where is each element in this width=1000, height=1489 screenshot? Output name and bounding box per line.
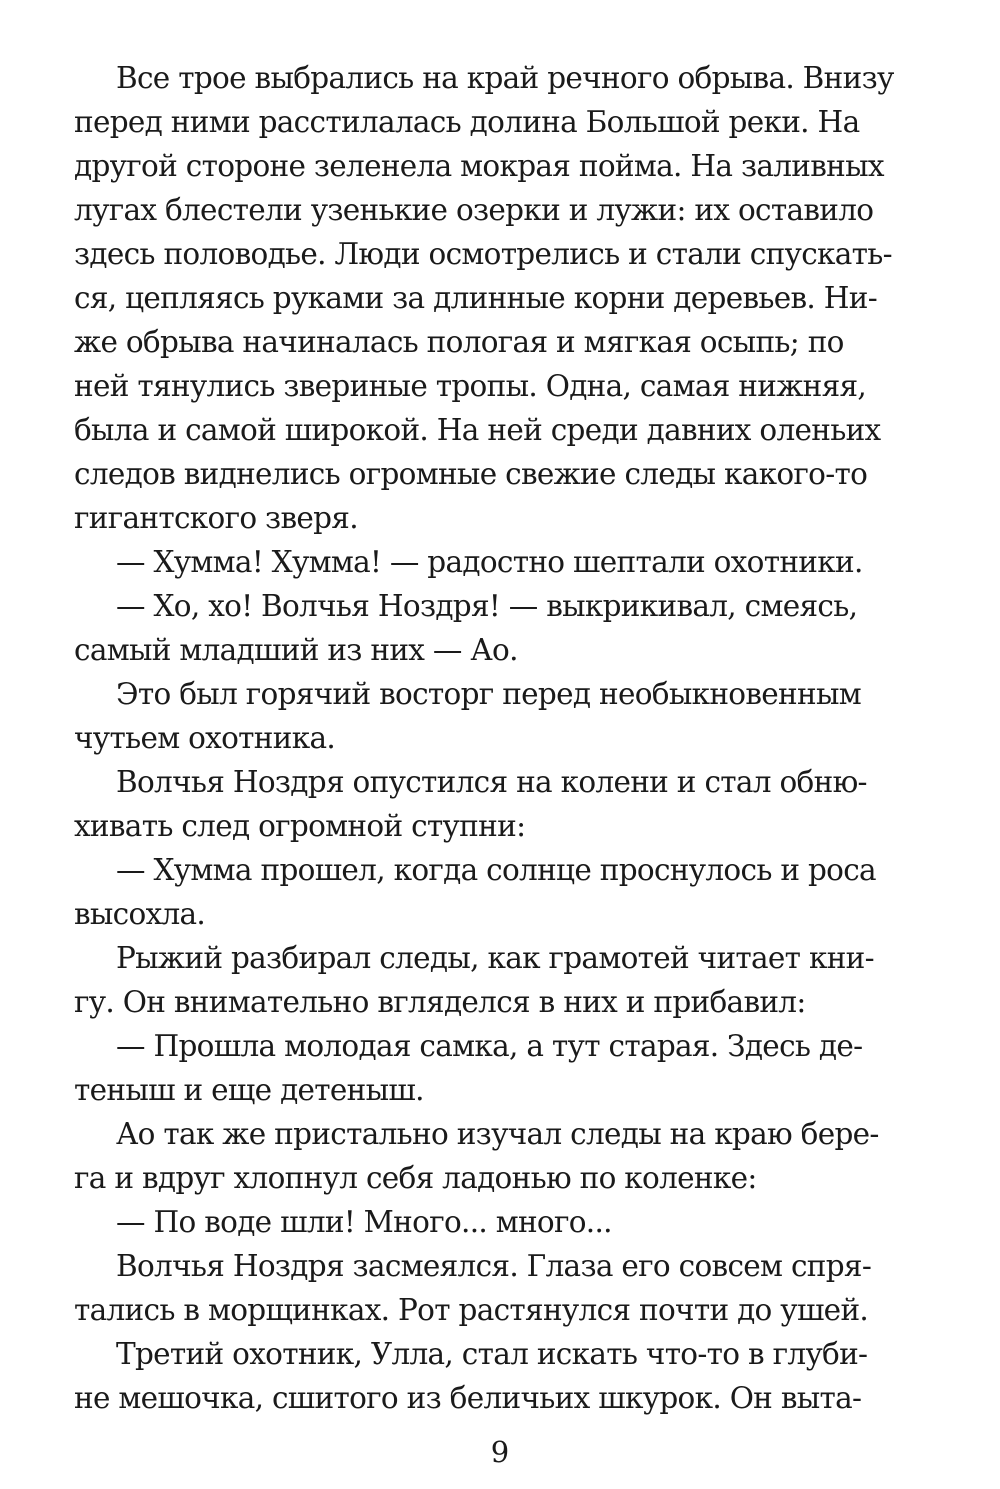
text-line: хивать след огромной ступни: [74,809,526,843]
text-line: Волчья Ноздря засмеялся. Глаза его совсем спря- [116,1249,872,1283]
text-line: перед ними расстилалась долина Большой реки. На [74,105,860,139]
text-line: чутьем охотника. [74,721,336,755]
text-line: — Хо, хо! Волчья Ноздря! — выкрикивал, смеясь, [116,589,858,623]
text-line: Все трое выбрались на край речного обрыва. Внизу [116,61,894,95]
text-line: же обрыва начиналась пологая и мягкая осыпь; по [74,325,844,359]
text-line: следов виднелись огромные свежие следы какого-то [74,457,868,491]
text-line: — Прошла молодая самка, а тут старая. Здесь де- [116,1029,863,1063]
text-line: га и вдруг хлопнул себя ладонью по коленке: [74,1161,757,1195]
text-line: Третий охотник, Улла, стал искать что-то в глуби- [116,1337,868,1371]
page-number: 9 [490,1435,510,1469]
text-line: Волчья Ноздря опустился на колени и стал обню- [116,765,867,799]
text-line: — Хумма прошел, когда солнце проснулось и роса [116,853,876,887]
text-line: гигантского зверя. [74,501,358,535]
text-line: была и самой широкой. На ней среди давних оленьих [74,413,881,447]
text-line: Ао так же пристально изучал следы на краю бере- [116,1117,879,1151]
text-line: тались в морщинках. Рот растянулся почти до ушей. [74,1293,869,1327]
text-line: теныш и еще детеныш. [74,1073,424,1107]
text-line: другой стороне зеленела мокрая пойма. На заливных [74,149,884,183]
text-line: ней тянулись звериные тропы. Одна, самая нижняя, [74,369,867,403]
text-line: лугах блестели узенькие озерки и лужи: их оставило [74,193,874,227]
text-line: здесь половодье. Люди осмотрелись и стали спускать- [74,237,892,271]
text-line: Рыжий разбирал следы, как грамотей читает кни- [116,941,874,975]
text-line: — По воде шли! Много... много... [116,1205,612,1239]
text-line: — Хумма! Хумма! — радостно шептали охотники. [116,545,863,579]
text-line: ся, цепляясь руками за длинные корни деревьев. Ни- [74,281,877,315]
text-line: Это был горячий восторг перед необыкновенным [116,677,861,711]
text-line: высохла. [74,897,206,931]
text-line: не мешочка, сшитого из беличьих шкурок. Он выта- [74,1381,862,1415]
text-line: самый младший из них — Ао. [74,633,518,667]
text-line: гу. Он внимательно вгляделся в них и прибавил: [74,985,806,1019]
